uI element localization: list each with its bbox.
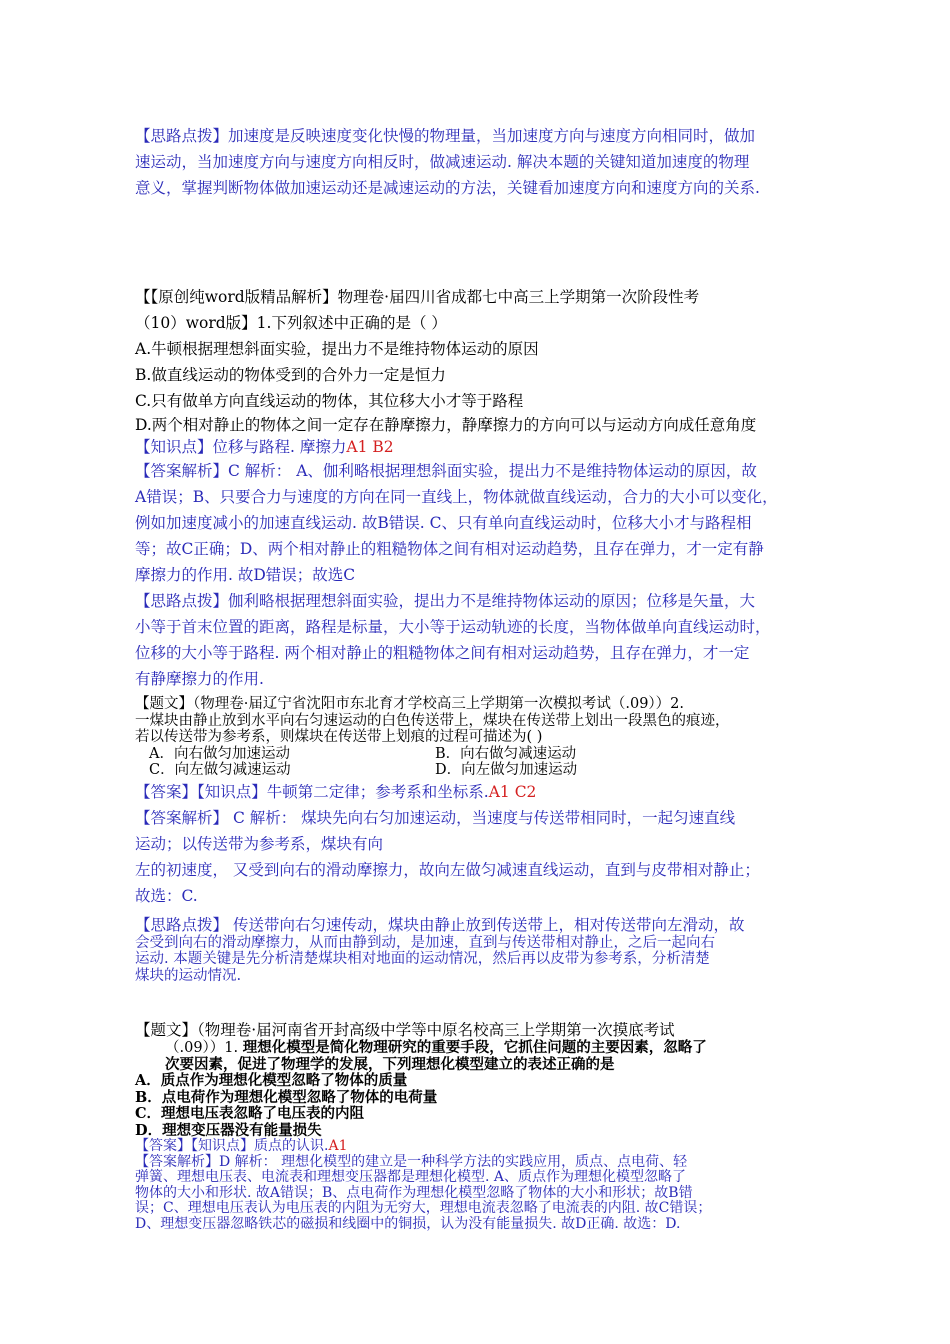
section-1-tip [135, 123, 825, 201]
answer-text: D、理想变压器忽略铁芯的磁损和线圈中的铜损，认为没有能量损失. 故D正确. 故选：D. [135, 1215, 681, 1232]
tip-label: 【思路点拨】 [135, 915, 229, 934]
tip-text: 意义，掌握判断物体做加速运动还是减速运动的方法，关键看加速度方向和速度方向的关系. [135, 179, 760, 197]
option-c: C．理想电压表忽略了电压表的内阻 [135, 1105, 365, 1122]
question-stem: 一煤块由静止放到水平向右匀速运动的白色传送带上，煤块在传送带上划出一段黑色的痕迹， [135, 712, 730, 729]
answer-text: 运动；以传送带为参考系，煤块有向 [135, 834, 384, 853]
answer-text: 误；C、理想电压表认为电压表的内阻为无穷大，理想电流表忽略了电流表的内阻. 故C错误； [135, 1200, 712, 1217]
tip-text: 传送带向右匀速传动，煤块由静止放到传送带上，相对传送带向左滑动，故 [228, 915, 745, 934]
question-header: 【题文】（物理卷·届河南省开封高级中学等中原名校高三上学期第一次摸底考试 [135, 1021, 675, 1039]
answer-analysis-label: 【答案解析】 [135, 1153, 219, 1170]
answer-text: 弹簧、理想电压表、电流表和理想变压器都是理想化模型. A、质点作为理想化模型忽略了 [135, 1169, 687, 1186]
answer-text: A错误；B、只要合力与速度的方向在同一直线上，物体就做直线运动，合力的大小可以变化， [135, 488, 778, 506]
answer-text: 左的初速度， 又受到向右的滑动摩擦力，故向左做匀减速直线运动，直到与皮带相对静止； [135, 860, 760, 879]
tip-text: 位移的大小等于路程. 两个相对静止的粗糙物体之间有相对运动趋势，且存在弹力，才一定 [135, 644, 750, 662]
answer-text: 故选：C. [135, 886, 198, 905]
tip-text: 伽利略根据理想斜面实验，提出力不是维持物体运动的原因；位移是矢量，大 [228, 592, 756, 610]
question-header: 【【原创纯word版精品解析】物理卷·届四川省成都七中高三上学期第一次阶段性考 [135, 288, 700, 306]
tip-label: 【思路点拨】 [135, 127, 229, 145]
option-b: B．向右做匀减速运动 [435, 745, 577, 762]
option-b: B.做直线运动的物体受到的合外力一定是恒力 [135, 366, 446, 384]
option-c: C．向左做匀减速运动 [149, 762, 291, 778]
answer-text: C 解析： A、伽利略根据理想斜面实验，提出力不是维持物体运动的原因，故 [228, 462, 757, 480]
question-stem: 若以传送带为参考系，则煤块在传送带上划痕的过程可描述为( ) [135, 729, 543, 745]
question-number: （.09））1. [165, 1040, 243, 1056]
answer-text: 等；故C正确；D、两个相对静止的粗糙物体之间有相对运动趋势，且存在弹力，才一定有静 [135, 540, 764, 558]
option-d: D．理想变压器没有能量损失 [135, 1121, 322, 1139]
tip-text: 小等于首末位置的距离，路程是标量，大小等于运动轨迹的长度，当物体做单向直线运动时， [135, 618, 771, 636]
knowledge-point-code: A1 C2 [488, 782, 537, 801]
answer-label: 【答案】 [135, 782, 198, 801]
answer-analysis [135, 458, 825, 588]
section-2-question [135, 284, 825, 692]
question-stem: （10）word版】1.下列叙述中正确的是（ ） [135, 314, 447, 332]
option-d: D．向左做匀加速运动 [435, 762, 578, 778]
knowledge-point-label: 【知识点】 [191, 1138, 254, 1154]
answer-label: 【答案解析】 [135, 462, 229, 480]
knowledge-point-code: A1 [328, 1138, 348, 1154]
option-b: B．点电荷作为理想化模型忽略了物体的电荷量 [135, 1088, 438, 1106]
option-a: A.牛顿根据理想斜面实验，提出力不是维持物体运动的原因 [135, 340, 539, 358]
option-d: D.两个相对静止的物体之间一定存在静摩擦力，静摩擦力的方向可以与运动方向成任意角度 [135, 416, 757, 434]
answer-text: 物体的大小和形状. 故A错误；B、点电荷作为理想化模型忽略了物体的大小和形状；故B错 [135, 1184, 693, 1201]
option-a: A．向右做匀加速运动 [149, 745, 290, 762]
tip-text: 加速度是反映速度变化快慢的物理量，当加速度方向与速度方向相同时，做加 [228, 127, 756, 145]
option-a: A．质点作为理想化模型忽略了物体的质量 [135, 1072, 408, 1089]
tip-text: 会受到向右的滑动摩擦力，从而由静到动，是加速，直到与传送带相对静止，之后一起向右 [135, 934, 715, 951]
section-4-question [135, 1020, 825, 1233]
knowledge-point-text: 牛顿第二定律；参考系和坐标系. [266, 782, 489, 801]
knowledge-point-text: 质点的认识. [254, 1138, 329, 1154]
knowledge-point-label: 【知识点】 [135, 438, 213, 456]
question-stem: 次要因素，促进了物理学的发展，下列理想化模型建立的表述正确的是 [165, 1055, 615, 1073]
answer-text: C 解析： 煤块先向右匀加速运动，当速度与传送带相同时，一起匀速直线 [228, 808, 736, 827]
knowledge-point-text: 位移与路程. 摩擦力 [212, 438, 347, 456]
question-stem: 理想化模型是简化物理研究的重要手段，它抓住问题的主要因素，忽略了 [242, 1039, 707, 1056]
answer-text: 摩擦力的作用. 故D错误；故选C [135, 566, 356, 584]
answer-analysis-label: 【答案解析】 [135, 808, 229, 827]
knowledge-point-code: A1 B2 [346, 438, 394, 456]
knowledge-point-label: 【知识点】 [197, 782, 267, 801]
tip-text: 速运动，当加速度方向与速度方向相反时，做减速运动. 解决本题的关键知道加速度的物理 [135, 153, 750, 171]
tip-text: 运动. 本题关键是先分析清楚煤块相对地面的运动情况，然后再以皮带为参考系，分析清楚 [135, 951, 710, 967]
answer-text: 例如加速度减小的加速直线运动. 故B错误. C、只有单向直线运动时，位移大小才与路程相 [135, 514, 752, 532]
tip [135, 588, 825, 692]
tip-label: 【思路点拨】 [135, 592, 229, 610]
section-3-question [135, 696, 825, 984]
option-c: C.只有做单方向直线运动的物体，其位移大小才等于路程 [135, 392, 524, 410]
tip-text: 煤块的运动情况. [135, 967, 242, 984]
answer-text: D 解析： 理想化模型的建立是一种科学方法的实践应用，质点、点电荷、轻 [219, 1153, 688, 1170]
tip [135, 915, 825, 985]
question-header: 【题文】（物理卷·届辽宁省沈阳市东北育才学校高三上学期第一次模拟考试（.09））2. [135, 696, 685, 712]
tip-text: 有静摩擦力的作用. [135, 670, 264, 688]
answer-label: 【答案】 [135, 1138, 191, 1154]
